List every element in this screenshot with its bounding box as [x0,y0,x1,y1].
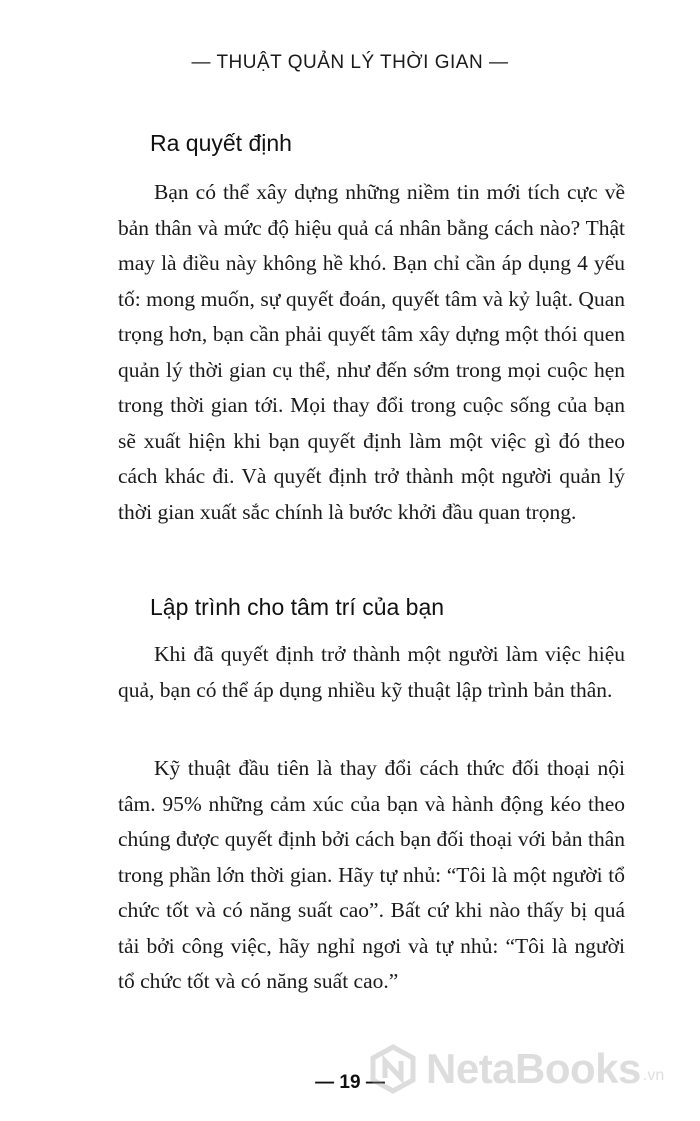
page-number: — 19 — [315,1072,385,1093]
section-heading-decision: Ra quyết định [150,130,292,156]
running-head: — THUẬT QUẢN LÝ THỜI GIAN — [191,52,509,73]
paragraph-programming-technique: Kỹ thuật đầu tiên là thay đổi cách thức đối thoại nội tâm. 95% những cảm xúc của bạn và hành động kéo theo chúng được quyết định bởi cách bạn đối thoại với bản thân trong phần lớn thời gian. Hãy tự nhủ: “Tôi là một người tổ chức tốt và có năng suất cao”. Bất cứ khi nào thấy bị quá tải bởi công việc, hãy nghỉ ngơi và tự nhủ: “Tôi là người tổ chức tốt và có năng suất cao.” [118,756,625,993]
paragraph-decision: Bạn có thể xây dựng những niềm tin mới tích cực về bản thân và mức độ hiệu quả cá nhân bằng cách nào? Thật may là điều này không hề khó. Bạn chỉ cần áp dụng 4 yếu tố: mong muốn, sự quyết đoán, quyết tâm và kỷ luật. Quan trọng hơn, bạn cần phải quyết tâm xây dựng một thói quen quản lý thời gian cụ thể, như đến sớm trong mọi cuộc hẹn trong thời gian tới. Mọi thay đổi trong cuộc sống của bạn sẽ xuất hiện khi bạn quyết định làm một việc gì đó theo cách khác đi. Và quyết định trở thành một người quản lý thời gian xuất sắc chính là bước khởi đầu quan trọng. [118,180,625,524]
watermark-tld: .vn [642,1067,665,1084]
section-heading-programming: Lập trình cho tâm trí của bạn [150,594,445,620]
paragraph-programming-intro: Khi đã quyết định trở thành một người làm việc hiệu quả, bạn có thể áp dụng nhiều kỹ thuật lập trình bản thân. [118,642,625,702]
netabooks-logo-icon [368,1044,418,1094]
watermark [368,1044,664,1094]
watermark-text: NetaBooks [426,1045,641,1092]
